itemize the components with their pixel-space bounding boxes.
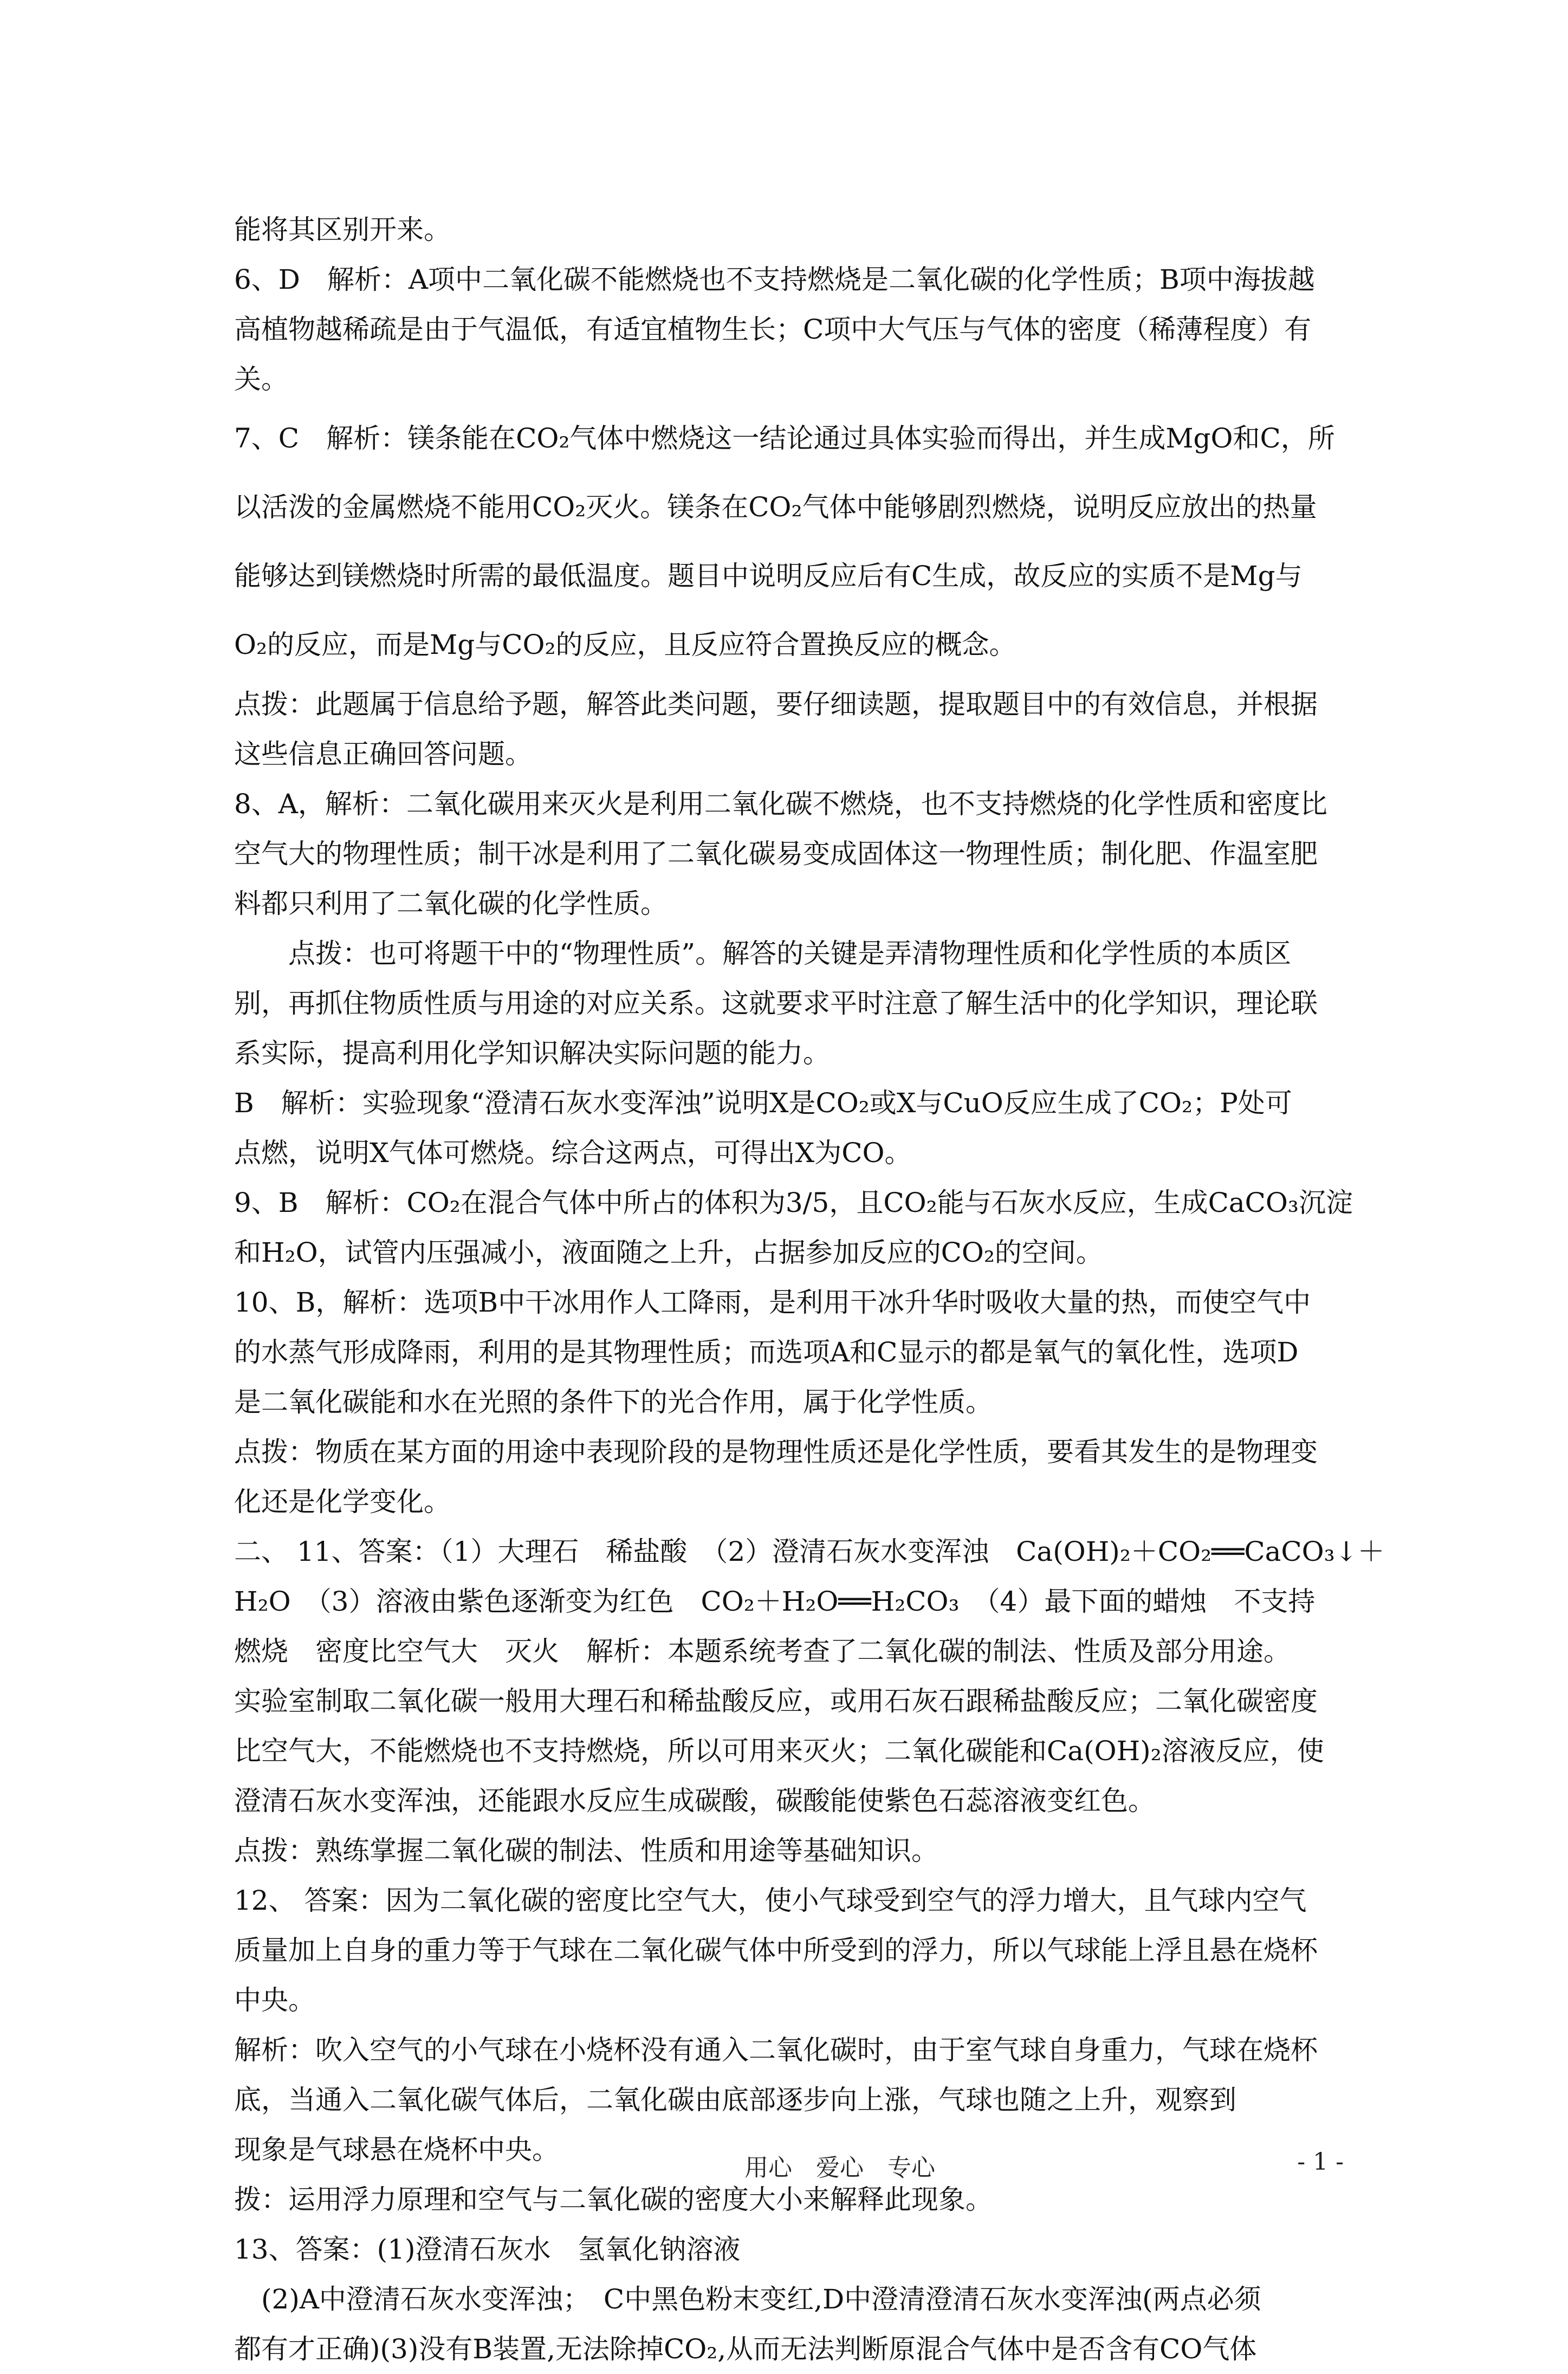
text-line: 9、B 解析：CO₂在混合气体中所占的体积为3/5，且CO₂能与石灰水反应，生成CaCO₃沉淀 [234, 1187, 1353, 1218]
text-line: 系实际，提高利用化学知识解决实际问题的能力。 [234, 1037, 830, 1069]
text-line: 点拨：熟练掌握二氧化碳的制法、性质和用途等基础知识。 [234, 1835, 938, 1866]
text-line: 7、C 解析：镁条能在CO₂气体中燃烧这一结论通过具体实验而得出，并生成MgO和C，所 [234, 423, 1335, 454]
text-line: 别，再抓住物质性质与用途的对应关系。这就要求平时注意了解生活中的化学知识，理论联 [234, 988, 1318, 1019]
text-line: 空气大的物理性质；制干冰是利用了二氧化碳易变成固体这一物理性质；制化肥、作温室肥 [234, 838, 1318, 870]
text-line: (2)A中澄清石灰水变浑浊； C中黑色粉末变红,D中澄清澄清石灰水变浑浊(两点必须 [234, 2284, 1261, 2315]
text-line: 6、D 解析：A项中二氧化碳不能燃烧也不支持燃烧是二氧化碳的化学性质；B项中海拔越 [234, 264, 1315, 295]
text-line: 能够达到镁燃烧时所需的最低温度。题目中说明反应后有C生成，故反应的实质不是Mg与 [234, 560, 1303, 592]
text-line: 高植物越稀疏是由于气温低，有适宜植物生长；C项中大气压与气体的密度（稀薄程度）有 [234, 314, 1312, 345]
answer-text [234, 205, 1385, 2374]
text-line: 点燃，说明X气体可燃烧。综合这两点，可得出X为CO。 [234, 1137, 912, 1169]
text-line: 质量加上自身的重力等于气球在二氧化碳气体中所受到的浮力，所以气球能上浮且悬在烧杯 [234, 1935, 1318, 1966]
text-line: O₂的反应，而是Mg与CO₂的反应，且反应符合置换反应的概念。 [234, 629, 1016, 660]
text-line: 燃烧 密度比空气大 灭火 解析：本题系统考查了二氧化碳的制法、性质及部分用途。 [234, 1636, 1291, 1667]
text-line: H₂O （3）溶液由紫色逐渐变为红色 CO₂＋H₂O══H₂CO₃ （4）最下面的蜡烛 不支持 [234, 1586, 1316, 1617]
text-line: 二、 11、答案：（1）大理石 稀盐酸 （2）澄清石灰水变浑浊 Ca(OH)₂＋CO₂══CaCO₃↓＋ [234, 1536, 1385, 1567]
text-line: 关。 [234, 364, 288, 395]
text-line: 料都只利用了二氧化碳的化学性质。 [234, 888, 668, 919]
text-line: 以活泼的金属燃烧不能用CO₂灭火。镁条在CO₂气体中能够剧烈燃烧，说明反应放出的热量 [234, 491, 1317, 523]
text-line: 现象是气球悬在烧杯中央。 [234, 2134, 559, 2165]
text-line: 是二氧化碳能和水在光照的条件下的光合作用，属于化学性质。 [234, 1386, 993, 1418]
text-line: 10、B，解析：选项B中干冰用作人工降雨，是利用干冰升华时吸收大量的热，而使空气中 [234, 1287, 1311, 1318]
text-line: 和H₂O，试管内压强减小，液面随之上升，占据参加反应的CO₂的空间。 [234, 1237, 1103, 1268]
text-line: 比空气大，不能燃烧也不支持燃烧，所以可用来灭火；二氧化碳能和Ca(OH)₂溶液反应，使 [234, 1735, 1324, 1767]
text-line: 12、 答案：因为二氧化碳的密度比空气大，使小气球受到空气的浮力增大，且气球内空气 [234, 1885, 1307, 1916]
text-line: 这些信息正确回答问题。 [234, 738, 532, 770]
text-line: 8、A，解析：二氧化碳用来灭火是利用二氧化碳不燃烧，也不支持燃烧的化学性质和密度比 [234, 788, 1327, 820]
footer-motto: 用心 爱心 专心 [744, 2154, 935, 2182]
text-line: 澄清石灰水变浑浊，还能跟水反应生成碳酸，碳酸能使紫色石蕊溶液变红色。 [234, 1785, 1155, 1817]
text-line: B 解析：实验现象“澄清石灰水变浑浊”说明X是CO₂或X与CuO反应生成了CO₂；P处可 [234, 1087, 1292, 1119]
text-line: 拨：运用浮力原理和空气与二氧化碳的密度大小来解释此现象。 [234, 2184, 993, 2215]
text-line: 底，当通入二氧化碳气体后，二氧化碳由底部逐步向上涨，气球也随之上升，观察到 [234, 2084, 1236, 2116]
text-line: 的水蒸气形成降雨，利用的是其物理性质；而选项A和C显示的都是氧气的氧化性，选项D [234, 1337, 1299, 1368]
text-line: 能将其区别开来。 [234, 214, 451, 245]
text-line: 13、答案：(1)澄清石灰水 氢氧化钠溶液 [234, 2234, 741, 2265]
text-line: 实验室制取二氧化碳一般用大理石和稀盐酸反应，或用石灰石跟稀盐酸反应；二氧化碳密度 [234, 1685, 1318, 1717]
text-line: 都有才正确)(3)没有B装置,无法除掉CO₂,从而无法判断原混合气体中是否含有CO气体 [234, 2333, 1257, 2365]
text-line: 点拨：物质在某方面的用途中表现阶段的是物理性质还是化学性质，要看其发生的是物理变 [234, 1436, 1318, 1468]
page-number: - 1 - [1297, 2148, 1344, 2176]
text-line: 解析：吹入空气的小气球在小烧杯没有通入二氧化碳时，由于室气球自身重力，气球在烧杯 [234, 2034, 1318, 2066]
text-line: 中央。 [234, 1984, 315, 2016]
text-line: 化还是化学变化。 [234, 1486, 451, 1517]
text-line: 点拨：此题属于信息给予题，解答此类问题，要仔细读题，提取题目中的有效信息，并根据 [234, 689, 1318, 720]
text-line: 点拨：也可将题干中的“物理性质”。解答的关键是弄清物理性质和化学性质的本质区 [234, 938, 1292, 969]
